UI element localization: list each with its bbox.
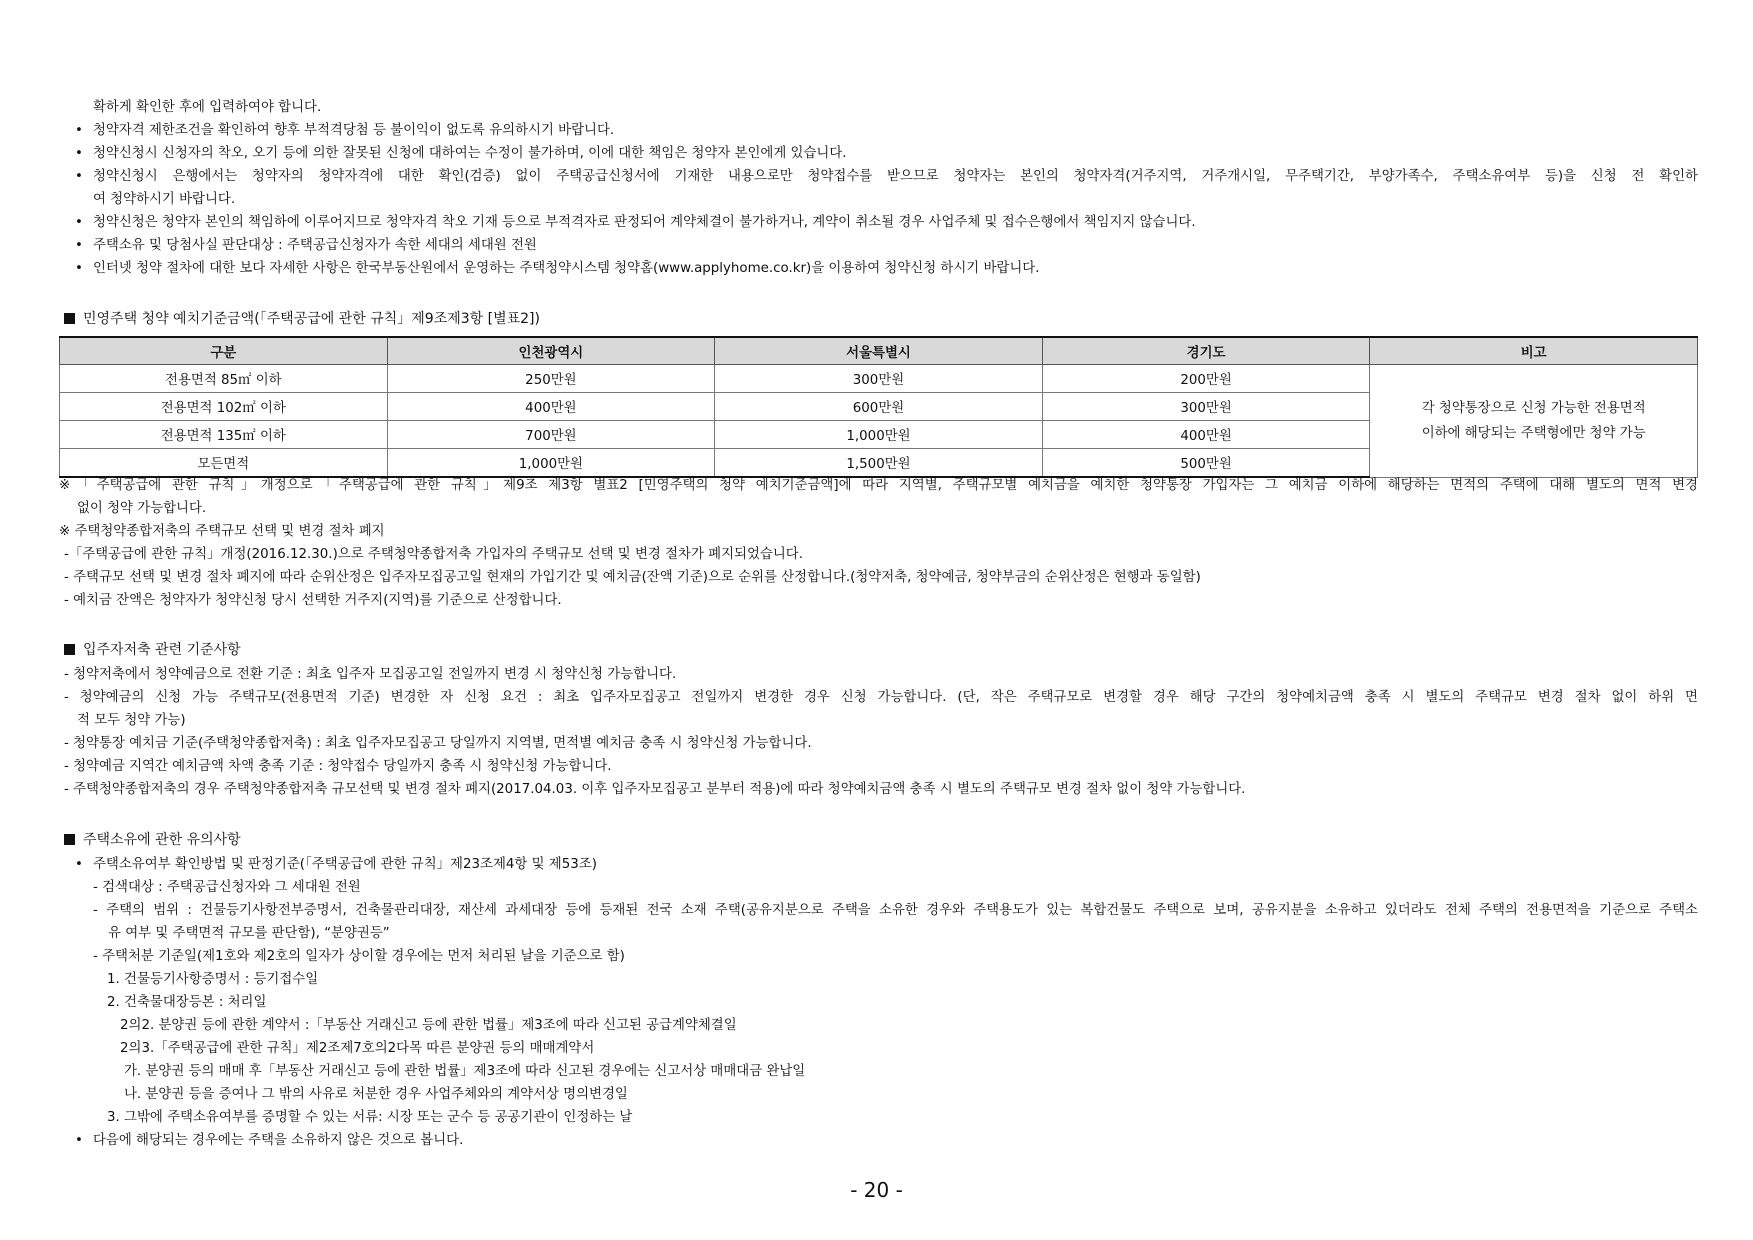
table-cell: 전용면적 85㎡ 이하 — [60, 365, 388, 393]
table-cell: 300만원 — [1042, 393, 1370, 421]
page-number: - 20 - — [850, 1178, 903, 1202]
table-cell: 400만원 — [387, 393, 715, 421]
intro-bullet: • 청약자격 제한조건을 확인하여 향후 부적격당첨 등 불이익이 없도록 유의하시기 바랍니다. — [93, 122, 1698, 140]
table-cell: 700만원 — [387, 421, 715, 449]
remark-line: ※ 주택청약종합저축의 주택규모 선택 및 변경 절차 폐지 — [59, 524, 385, 539]
table-cell: 1,000만원 — [387, 449, 715, 478]
table-cell: 1,000만원 — [715, 421, 1043, 449]
header-cell: 경기도 — [1042, 337, 1370, 365]
section-heading-savings — [64, 641, 241, 659]
table-cell: 전용면적 102㎡ 이하 — [60, 393, 388, 421]
ownership-line: 3. 그밖에 주택소유여부를 증명할 수 있는 서류: 시장 또는 군수 등 공공기관이 인정하는 날 — [107, 1110, 633, 1125]
ownership-line: 2의3.「주택공급에 관한 규칙」제2조제7호의2다목 따른 분양권 등의 매매계약서 — [120, 1041, 595, 1056]
ownership-line: 유 여부 및 주택면적 규모를 판단함), “분양권등” — [108, 926, 390, 941]
remark-line: - 예치금 잔액은 청약자가 청약신청 당시 선택한 거주지(지역)를 기준으로 산정합니다. — [64, 593, 562, 608]
note-line: 이하에 해당되는 주택형에만 청약 가능 — [1421, 425, 1646, 441]
table-cell: 500만원 — [1042, 449, 1370, 478]
square-bullet-icon — [64, 644, 75, 655]
table-cell: 400만원 — [1042, 421, 1370, 449]
header-cell: 비고 — [1370, 337, 1698, 365]
square-bullet-icon — [64, 313, 75, 324]
table-cell: 1,500만원 — [715, 449, 1043, 478]
savings-line: 적 모두 청약 가능) — [77, 713, 186, 728]
section-heading-deposit — [64, 310, 540, 328]
table-header-row — [60, 337, 1698, 365]
square-bullet-icon — [64, 834, 75, 845]
header-cell: 인천광역시 — [387, 337, 715, 365]
ownership-line: 2의2. 분양권 등에 관한 계약서 :「부동산 거래신고 등에 관한 법률」제3조에 따라 신고된 공급계약체결일 — [120, 1018, 737, 1033]
intro-bullet: • 인터넷 청약 절차에 대한 보다 자세한 사항은 한국부동산원에서 운영하는 주택청약시스템 청약홈(www.applyhome.co.kr)을 이용하여 청약신청 하시기 바랍니다. — [93, 260, 1039, 278]
table-cell: 모든면적 — [60, 449, 388, 478]
heading-text: 주택소유에 관한 유의사항 — [83, 832, 241, 848]
intro-line: 확하게 확인한 후에 입력하여야 합니다. — [93, 100, 322, 115]
intro-bullet: • 청약신청은 청약자 본인의 책임하에 이루어지므로 청약자격 착오 기재 등으로 부적격자로 판정되어 계약체결이 불가하거나, 계약이 취소될 경우 사업주체 및 접수은행에서 책임지지 않습니다. — [93, 214, 1196, 232]
remark-line: - 주택규모 선택 및 변경 절차 폐지에 따라 순위산정은 입주자모집공고일 현재의 가입기간 및 예치금(잔액 기준)으로 순위를 산정합니다.(청약저축, 청약예금, 청약부금의 순위산정은 현행과 동일함) — [64, 570, 1201, 585]
header-cell: 서울특별시 — [715, 337, 1043, 365]
savings-line: - 청약예금의 신청 가능 주택규모(전용면적 기준) 변경한 자 신청 요건 : 최초 입주자모집공고 전일까지 변경한 경우 신청 가능합니다. (단, 작은 주택규모로 변경할 경우 해당 구간의 청약예치금액 충족 시 별도의 주택규모 변경 절차 없이 하위 면 — [64, 690, 1698, 705]
ownership-bullet: • 다음에 해당되는 경우에는 주택을 소유하지 않은 것으로 봅니다. — [93, 1132, 463, 1150]
ownership-line: - 검색대상 : 주택공급신청자와 그 세대원 전원 — [93, 880, 361, 895]
ownership-line: - 주택의 범위 : 건물등기사항전부증명서, 건축물관리대장, 재산세 과세대장 등에 등재된 전국 소재 주택(공유지분으로 주택을 소유한 경우와 주택용도가 있는 복합건물도 주택으로 보며, 공유지분을 소유하고 있더라도 전체 주택의 전용면적을 기준으로 주택소 — [93, 903, 1698, 918]
header-cell: 구분 — [60, 337, 388, 365]
ownership-line: 1. 건물등기사항증명서 : 등기접수일 — [107, 972, 319, 987]
table-cell: 200만원 — [1042, 365, 1370, 393]
savings-line: - 청약저축에서 청약예금으로 전환 기준 : 최초 입주자 모집공고일 전일까지 변경 시 청약신청 가능합니다. — [64, 667, 677, 682]
savings-line: - 청약예금 지역간 예치금액 차액 충족 기준 : 청약접수 당일까지 충족 시 청약신청 가능합니다. — [64, 759, 612, 774]
ownership-line: 2. 건축물대장등본 : 처리일 — [107, 995, 267, 1010]
table-row — [60, 365, 1698, 393]
note-cell — [1370, 365, 1698, 478]
note-line: 각 청약통장으로 신청 가능한 전용면적 — [1421, 400, 1646, 416]
intro-bullet-continuation: 여 청약하시기 바랍니다. — [93, 192, 236, 207]
savings-line: - 주택청약종합저축의 경우 주택청약종합저축 규모선택 및 변경 절차 폐지(2017.04.03. 이후 입주자모집공고 분부터 적용)에 따라 청약예치금액 충족 시 별도의 주택규모 변경 절차 없이 청약 가능합니다. — [64, 782, 1246, 797]
ownership-bullet: • 주택소유여부 확인방법 및 판정기준(「주택공급에 관한 규칙」제23조제4항 및 제53조) — [93, 856, 597, 874]
table-cell: 250만원 — [387, 365, 715, 393]
heading-text: 입주자저축 관련 기준사항 — [83, 642, 241, 658]
savings-line: - 청약통장 예치금 기준(주택청약종합저축) : 최초 입주자모집공고 당일까지 지역별, 면적별 예치금 충족 시 청약신청 가능합니다. — [64, 736, 812, 751]
remark-line: ※「주택공급에 관한 규칙」개정으로「주택공급에 관한 규칙」제9조 제3항 별표2 [민영주택의 청약 예치기준금액]에 따라 지역별, 주택규모별 예치금을 예치한 청약통장 가입자는 그 예치금 이하에 해당하는 면적의 주택에 대해 별도의 면적 변경 — [59, 478, 1698, 493]
table-cell: 전용면적 135㎡ 이하 — [60, 421, 388, 449]
section-heading-ownership — [64, 831, 241, 849]
remark-line: -「주택공급에 관한 규칙」개정(2016.12.30.)으로 주택청약종합저축 가입자의 주택규모 선택 및 변경 절차가 폐지되었습니다. — [64, 547, 803, 562]
table-cell: 300만원 — [715, 365, 1043, 393]
intro-bullet: • 청약신청시 은행에서는 청약자의 청약자격에 대한 확인(검증) 없이 주택공급신청서에 기재한 내용으로만 청약접수를 받으므로 청약자는 본인의 청약자격(거주지역, 거주개시일, 무주택기간, 부양가족수, 주택소유여부 등)을 신청 전 확인하 — [93, 168, 1698, 186]
intro-bullet: • 청약신청시 신청자의 착오, 오기 등에 의한 잘못된 신청에 대하여는 수정이 불가하며, 이에 대한 책임은 청약자 본인에게 있습니다. — [93, 145, 847, 163]
intro-bullet: • 주택소유 및 당첨사실 판단대상 : 주택공급신청자가 속한 세대의 세대원 전원 — [93, 237, 537, 255]
ownership-line: 나. 분양권 등을 증여나 그 밖의 사유로 처분한 경우 사업주체와의 계약서상 명의변경일 — [124, 1087, 628, 1102]
deposit-table — [59, 336, 1698, 478]
table-cell: 600만원 — [715, 393, 1043, 421]
ownership-line: - 주택처분 기준일(제1호와 제2호의 일자가 상이할 경우에는 먼저 처리된 날을 기준으로 함) — [93, 949, 625, 964]
heading-text: 민영주택 청약 예치기준금액(「주택공급에 관한 규칙」제9조제3항 [별표2]) — [83, 311, 540, 327]
ownership-line: 가. 분양권 등의 매매 후「부동산 거래신고 등에 관한 법률」제3조에 따라 신고된 경우에는 신고서상 매매대금 완납일 — [124, 1064, 806, 1079]
remark-line: 없이 청약 가능합니다. — [77, 501, 207, 516]
